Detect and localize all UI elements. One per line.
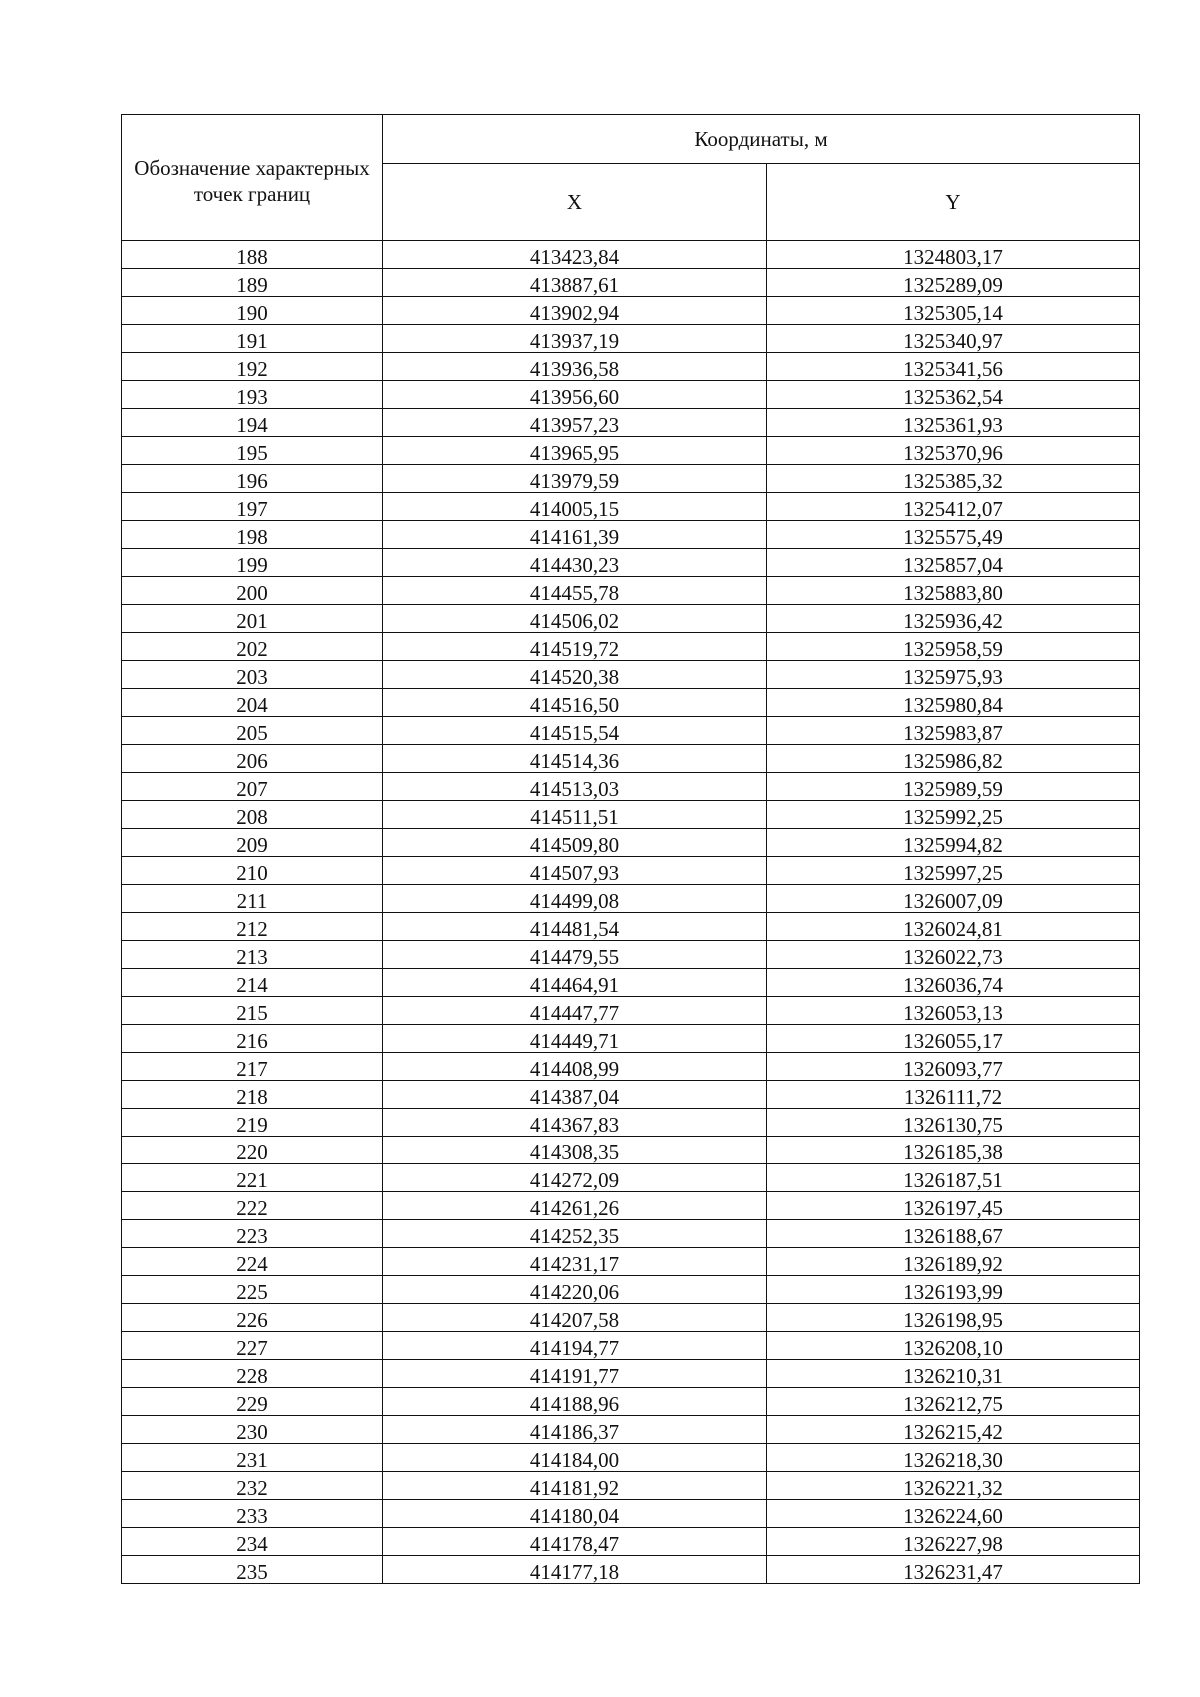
y-coordinate-cell: 1326198,95 <box>767 1304 1140 1332</box>
table-row <box>122 1416 1140 1444</box>
table-row <box>122 744 1140 772</box>
x-coordinate-cell: 414005,15 <box>383 492 767 520</box>
y-coordinate-cell: 1325936,42 <box>767 604 1140 632</box>
table-row <box>122 1444 1140 1472</box>
table-row <box>122 884 1140 912</box>
x-coordinate-cell: 414506,02 <box>383 604 767 632</box>
point-id-cell: 214 <box>122 968 383 996</box>
table-row <box>122 1360 1140 1388</box>
x-coordinate-cell: 414481,54 <box>383 912 767 940</box>
table-row <box>122 800 1140 828</box>
x-coordinate-cell: 413902,94 <box>383 296 767 324</box>
point-id-cell: 225 <box>122 1276 383 1304</box>
table-row <box>122 1052 1140 1080</box>
table-row <box>122 380 1140 408</box>
y-coordinate-cell: 1324803,17 <box>767 241 1140 269</box>
point-id-cell: 235 <box>122 1556 383 1584</box>
header-coordinates: Координаты, м <box>383 115 1140 164</box>
point-id-cell: 211 <box>122 884 383 912</box>
x-coordinate-cell: 413887,61 <box>383 268 767 296</box>
y-coordinate-cell: 1326224,60 <box>767 1500 1140 1528</box>
table-row <box>122 660 1140 688</box>
point-id-cell: 228 <box>122 1360 383 1388</box>
x-coordinate-cell: 414520,38 <box>383 660 767 688</box>
y-coordinate-cell: 1325361,93 <box>767 408 1140 436</box>
x-coordinate-cell: 414207,58 <box>383 1304 767 1332</box>
x-coordinate-cell: 414367,83 <box>383 1108 767 1136</box>
x-coordinate-cell: 414511,51 <box>383 800 767 828</box>
point-id-cell: 226 <box>122 1304 383 1332</box>
table-row <box>122 940 1140 968</box>
y-coordinate-cell: 1325997,25 <box>767 856 1140 884</box>
y-coordinate-cell: 1326053,13 <box>767 996 1140 1024</box>
point-id-cell: 196 <box>122 464 383 492</box>
point-id-cell: 194 <box>122 408 383 436</box>
x-coordinate-cell: 414191,77 <box>383 1360 767 1388</box>
x-coordinate-cell: 413979,59 <box>383 464 767 492</box>
y-coordinate-cell: 1325958,59 <box>767 632 1140 660</box>
table-row <box>122 1528 1140 1556</box>
point-id-cell: 208 <box>122 800 383 828</box>
x-coordinate-cell: 414408,99 <box>383 1052 767 1080</box>
y-coordinate-cell: 1325983,87 <box>767 716 1140 744</box>
table-row <box>122 968 1140 996</box>
table-row <box>122 716 1140 744</box>
point-id-cell: 231 <box>122 1444 383 1472</box>
y-coordinate-cell: 1326193,99 <box>767 1276 1140 1304</box>
x-coordinate-cell: 414509,80 <box>383 828 767 856</box>
table-row <box>122 1164 1140 1192</box>
x-coordinate-cell: 414194,77 <box>383 1332 767 1360</box>
table-row <box>122 241 1140 269</box>
table-row <box>122 1024 1140 1052</box>
x-coordinate-cell: 414464,91 <box>383 968 767 996</box>
point-id-cell: 203 <box>122 660 383 688</box>
x-coordinate-cell: 414479,55 <box>383 940 767 968</box>
table-row <box>122 464 1140 492</box>
header-row-top <box>122 115 1140 164</box>
x-coordinate-cell: 414178,47 <box>383 1528 767 1556</box>
header-point-designation: Обозначение характерных точек границ <box>122 115 383 241</box>
y-coordinate-cell: 1326187,51 <box>767 1164 1140 1192</box>
x-coordinate-cell: 414184,00 <box>383 1444 767 1472</box>
point-id-cell: 201 <box>122 604 383 632</box>
table-row <box>122 268 1140 296</box>
x-coordinate-cell: 413936,58 <box>383 352 767 380</box>
point-id-cell: 189 <box>122 268 383 296</box>
x-coordinate-cell: 414499,08 <box>383 884 767 912</box>
y-coordinate-cell: 1325341,56 <box>767 352 1140 380</box>
point-id-cell: 220 <box>122 1136 383 1164</box>
point-id-cell: 218 <box>122 1080 383 1108</box>
y-coordinate-cell: 1325305,14 <box>767 296 1140 324</box>
point-id-cell: 197 <box>122 492 383 520</box>
point-id-cell: 213 <box>122 940 383 968</box>
point-id-cell: 190 <box>122 296 383 324</box>
point-id-cell: 195 <box>122 436 383 464</box>
x-coordinate-cell: 414447,77 <box>383 996 767 1024</box>
x-coordinate-cell: 414181,92 <box>383 1472 767 1500</box>
x-coordinate-cell: 414177,18 <box>383 1556 767 1584</box>
point-id-cell: 192 <box>122 352 383 380</box>
y-coordinate-cell: 1326036,74 <box>767 968 1140 996</box>
y-coordinate-cell: 1325412,07 <box>767 492 1140 520</box>
point-id-cell: 205 <box>122 716 383 744</box>
table-row <box>122 1276 1140 1304</box>
point-id-cell: 224 <box>122 1248 383 1276</box>
x-coordinate-cell: 414455,78 <box>383 576 767 604</box>
point-id-cell: 206 <box>122 744 383 772</box>
point-id-cell: 217 <box>122 1052 383 1080</box>
table-row <box>122 856 1140 884</box>
table-row <box>122 1472 1140 1500</box>
point-id-cell: 227 <box>122 1332 383 1360</box>
y-coordinate-cell: 1325994,82 <box>767 828 1140 856</box>
table-row <box>122 1248 1140 1276</box>
x-coordinate-cell: 413956,60 <box>383 380 767 408</box>
point-id-cell: 199 <box>122 548 383 576</box>
x-coordinate-cell: 414519,72 <box>383 632 767 660</box>
y-coordinate-cell: 1326024,81 <box>767 912 1140 940</box>
point-id-cell: 234 <box>122 1528 383 1556</box>
point-id-cell: 221 <box>122 1164 383 1192</box>
table-row <box>122 996 1140 1024</box>
point-id-cell: 212 <box>122 912 383 940</box>
y-coordinate-cell: 1325575,49 <box>767 520 1140 548</box>
x-coordinate-cell: 414516,50 <box>383 688 767 716</box>
y-coordinate-cell: 1325370,96 <box>767 436 1140 464</box>
y-coordinate-cell: 1325289,09 <box>767 268 1140 296</box>
table-row <box>122 520 1140 548</box>
table-row <box>122 828 1140 856</box>
y-coordinate-cell: 1326231,47 <box>767 1556 1140 1584</box>
point-id-cell: 216 <box>122 1024 383 1052</box>
table-row <box>122 688 1140 716</box>
y-coordinate-cell: 1326007,09 <box>767 884 1140 912</box>
x-coordinate-cell: 414387,04 <box>383 1080 767 1108</box>
y-coordinate-cell: 1326185,38 <box>767 1136 1140 1164</box>
x-coordinate-cell: 414180,04 <box>383 1500 767 1528</box>
table-row <box>122 772 1140 800</box>
table-row <box>122 604 1140 632</box>
table-row <box>122 408 1140 436</box>
x-coordinate-cell: 414507,93 <box>383 856 767 884</box>
point-id-cell: 222 <box>122 1192 383 1220</box>
point-id-cell: 207 <box>122 772 383 800</box>
y-coordinate-cell: 1326221,32 <box>767 1472 1140 1500</box>
y-coordinate-cell: 1326215,42 <box>767 1416 1140 1444</box>
table-row <box>122 352 1140 380</box>
table-row <box>122 576 1140 604</box>
table-row <box>122 492 1140 520</box>
y-coordinate-cell: 1325980,84 <box>767 688 1140 716</box>
table-row <box>122 1080 1140 1108</box>
x-coordinate-cell: 414231,17 <box>383 1248 767 1276</box>
point-id-cell: 204 <box>122 688 383 716</box>
x-coordinate-cell: 414161,39 <box>383 520 767 548</box>
y-coordinate-cell: 1326227,98 <box>767 1528 1140 1556</box>
y-coordinate-cell: 1326212,75 <box>767 1388 1140 1416</box>
point-id-cell: 202 <box>122 632 383 660</box>
y-coordinate-cell: 1326218,30 <box>767 1444 1140 1472</box>
y-coordinate-cell: 1326188,67 <box>767 1220 1140 1248</box>
point-id-cell: 232 <box>122 1472 383 1500</box>
point-id-cell: 230 <box>122 1416 383 1444</box>
table-row <box>122 632 1140 660</box>
point-id-cell: 215 <box>122 996 383 1024</box>
y-coordinate-cell: 1326130,75 <box>767 1108 1140 1136</box>
x-coordinate-cell: 414513,03 <box>383 772 767 800</box>
table-row <box>122 1192 1140 1220</box>
y-coordinate-cell: 1325975,93 <box>767 660 1140 688</box>
x-coordinate-cell: 414272,09 <box>383 1164 767 1192</box>
x-coordinate-cell: 414308,35 <box>383 1136 767 1164</box>
y-coordinate-cell: 1326197,45 <box>767 1192 1140 1220</box>
x-coordinate-cell: 414261,26 <box>383 1192 767 1220</box>
y-coordinate-cell: 1325986,82 <box>767 744 1140 772</box>
point-id-cell: 229 <box>122 1388 383 1416</box>
y-coordinate-cell: 1326208,10 <box>767 1332 1140 1360</box>
y-coordinate-cell: 1326055,17 <box>767 1024 1140 1052</box>
y-coordinate-cell: 1325857,04 <box>767 548 1140 576</box>
table-row <box>122 912 1140 940</box>
table-row <box>122 1556 1140 1584</box>
point-id-cell: 223 <box>122 1220 383 1248</box>
header-x: X <box>383 164 767 241</box>
point-id-cell: 233 <box>122 1500 383 1528</box>
x-coordinate-cell: 413937,19 <box>383 324 767 352</box>
x-coordinate-cell: 413965,95 <box>383 436 767 464</box>
x-coordinate-cell: 414515,54 <box>383 716 767 744</box>
table-row <box>122 548 1140 576</box>
table-header <box>122 115 1140 241</box>
x-coordinate-cell: 414449,71 <box>383 1024 767 1052</box>
table-row <box>122 1220 1140 1248</box>
y-coordinate-cell: 1325992,25 <box>767 800 1140 828</box>
table-row <box>122 1136 1140 1164</box>
point-id-cell: 191 <box>122 324 383 352</box>
table-row <box>122 1388 1140 1416</box>
y-coordinate-cell: 1325989,59 <box>767 772 1140 800</box>
point-id-cell: 210 <box>122 856 383 884</box>
x-coordinate-cell: 414430,23 <box>383 548 767 576</box>
y-coordinate-cell: 1325385,32 <box>767 464 1140 492</box>
header-y: Y <box>767 164 1140 241</box>
x-coordinate-cell: 414188,96 <box>383 1388 767 1416</box>
x-coordinate-cell: 414252,35 <box>383 1220 767 1248</box>
y-coordinate-cell: 1325883,80 <box>767 576 1140 604</box>
table-row <box>122 296 1140 324</box>
point-id-cell: 193 <box>122 380 383 408</box>
table-body <box>122 241 1140 1584</box>
table-row <box>122 1500 1140 1528</box>
y-coordinate-cell: 1326210,31 <box>767 1360 1140 1388</box>
table-row <box>122 1108 1140 1136</box>
table-row <box>122 1332 1140 1360</box>
x-coordinate-cell: 413423,84 <box>383 241 767 269</box>
point-id-cell: 200 <box>122 576 383 604</box>
table-row <box>122 1304 1140 1332</box>
y-coordinate-cell: 1326022,73 <box>767 940 1140 968</box>
y-coordinate-cell: 1326093,77 <box>767 1052 1140 1080</box>
point-id-cell: 198 <box>122 520 383 548</box>
x-coordinate-cell: 414514,36 <box>383 744 767 772</box>
point-id-cell: 219 <box>122 1108 383 1136</box>
x-coordinate-cell: 414186,37 <box>383 1416 767 1444</box>
y-coordinate-cell: 1325362,54 <box>767 380 1140 408</box>
x-coordinate-cell: 414220,06 <box>383 1276 767 1304</box>
y-coordinate-cell: 1326111,72 <box>767 1080 1140 1108</box>
x-coordinate-cell: 413957,23 <box>383 408 767 436</box>
coordinates-table <box>121 114 1140 1584</box>
point-id-cell: 209 <box>122 828 383 856</box>
table-row <box>122 324 1140 352</box>
y-coordinate-cell: 1325340,97 <box>767 324 1140 352</box>
table-row <box>122 436 1140 464</box>
point-id-cell: 188 <box>122 241 383 269</box>
y-coordinate-cell: 1326189,92 <box>767 1248 1140 1276</box>
